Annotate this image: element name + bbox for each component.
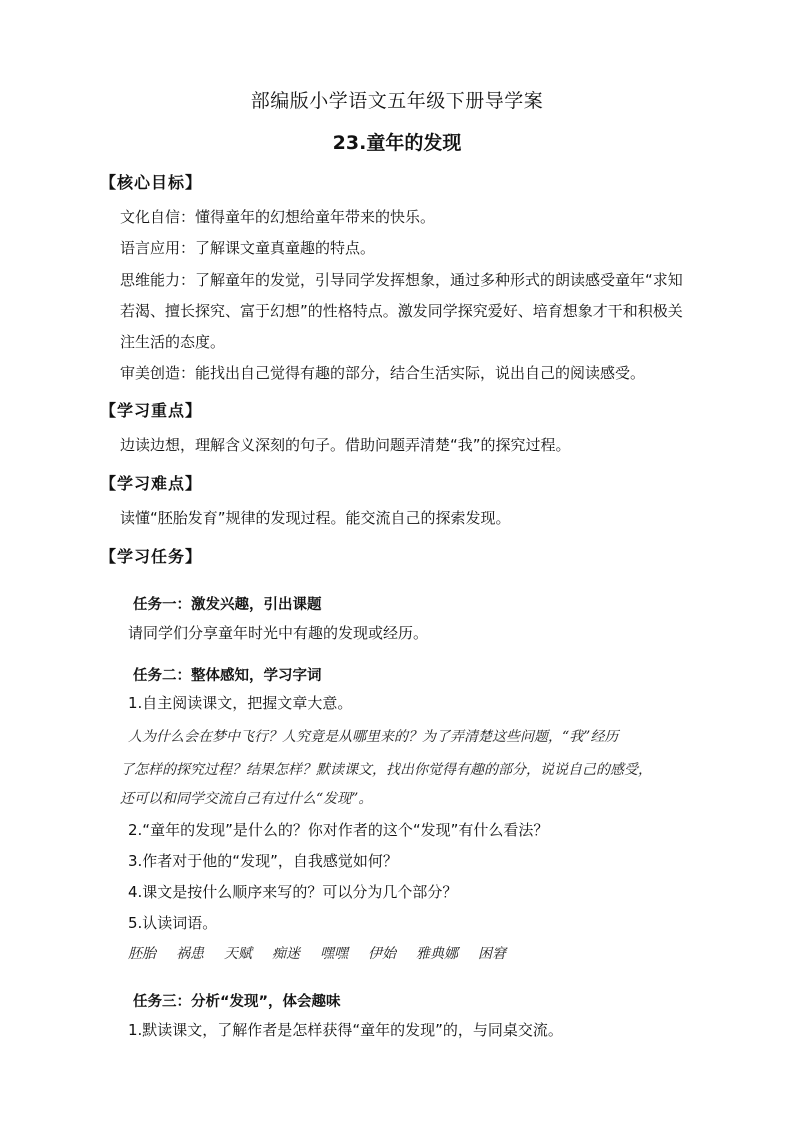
- vocabulary-list: [128, 943, 506, 963]
- task-one-text: 请同学们分享童年时光中有趣的发现或经历。: [128, 624, 429, 642]
- core-goal-line: 语言应用：了解课文童真童趣的特点。: [120, 239, 376, 257]
- vocabulary-word: 胚胎: [128, 946, 156, 962]
- task-two-prompt-line: 了怎样的探究过程？结果怎样？默读课文，找出你觉得有趣的部分，说说自己的感受，: [120, 762, 652, 778]
- vocabulary-word: 痴迷: [272, 946, 300, 962]
- task-two-item: 5.认读词语。: [128, 914, 218, 932]
- core-goal-line: 思维能力：了解童年的发觉，引导同学发挥想象，通过多种形式的朗读感受童年“求知: [120, 271, 683, 289]
- task-three-item: 1.默读课文，了解作者是怎样获得“童年的发现”的，与同桌交流。: [128, 1021, 563, 1039]
- difficulty-text: 读懂“胚胎发育”规律的发现过程。能交流自己的探索发现。: [120, 509, 511, 527]
- task-two-item: 4.课文是按什么顺序来写的？可以分为几个部分？: [128, 883, 458, 901]
- section-heading-core-goal: 【核心目标】: [100, 173, 203, 192]
- document-title: 部编版小学语文五年级下册导学案: [250, 90, 544, 112]
- task-one-title: 任务一：激发兴趣，引出课题: [133, 597, 322, 613]
- task-two-item: 3.作者对于他的“发现”，自我感觉如何？: [128, 852, 398, 870]
- section-heading-tasks: 【学习任务】: [100, 547, 203, 566]
- core-goal-line: 文化自信：懂得童年的幻想给童年带来的快乐。: [120, 208, 436, 226]
- task-two-item: 2.“童年的发现”是什么的？你对作者的这个“发现”有什么看法？: [128, 821, 549, 839]
- task-two-item: 1.自主阅读课文，把握文章大意。: [128, 694, 353, 712]
- core-goal-line: 若渴、擅长探究、富于幻想”的性格特点。激发同学探究爱好、培育想象才干和积极关: [120, 302, 683, 320]
- task-two-prompt-line: 还可以和同学交流自己有过什么“发现”。: [120, 791, 373, 807]
- key-point-text: 边读边想，理解含义深刻的句子。借助问题弄清楚“我”的探究过程。: [120, 436, 571, 454]
- task-two-prompt-line: 人为什么会在梦中飞行？人究竟是从哪里来的？为了弄清楚这些问题，“我”经历: [128, 729, 619, 745]
- vocabulary-word: 祸患: [176, 946, 204, 962]
- section-heading-key-point: 【学习重点】: [100, 401, 203, 420]
- vocabulary-word: 嘿嘿: [320, 946, 348, 962]
- task-three-title: 任务三：分析“发现”，体会趣味: [133, 994, 341, 1010]
- task-two-title: 任务二：整体感知，学习字词: [133, 668, 322, 684]
- core-goal-line: 审美创造：能找出自己觉得有趣的部分，结合生活实际，说出自己的阅读感受。: [120, 364, 646, 382]
- section-heading-difficulty: 【学习难点】: [100, 474, 203, 493]
- vocabulary-word: 天赋: [224, 946, 252, 962]
- vocabulary-word: 困窘: [478, 946, 506, 962]
- vocabulary-word: 伊始: [368, 946, 396, 962]
- vocabulary-word: 雅典娜: [416, 946, 458, 962]
- lesson-title: 23.童年的发现: [332, 132, 462, 154]
- core-goal-line: 注生活的态度。: [120, 333, 226, 351]
